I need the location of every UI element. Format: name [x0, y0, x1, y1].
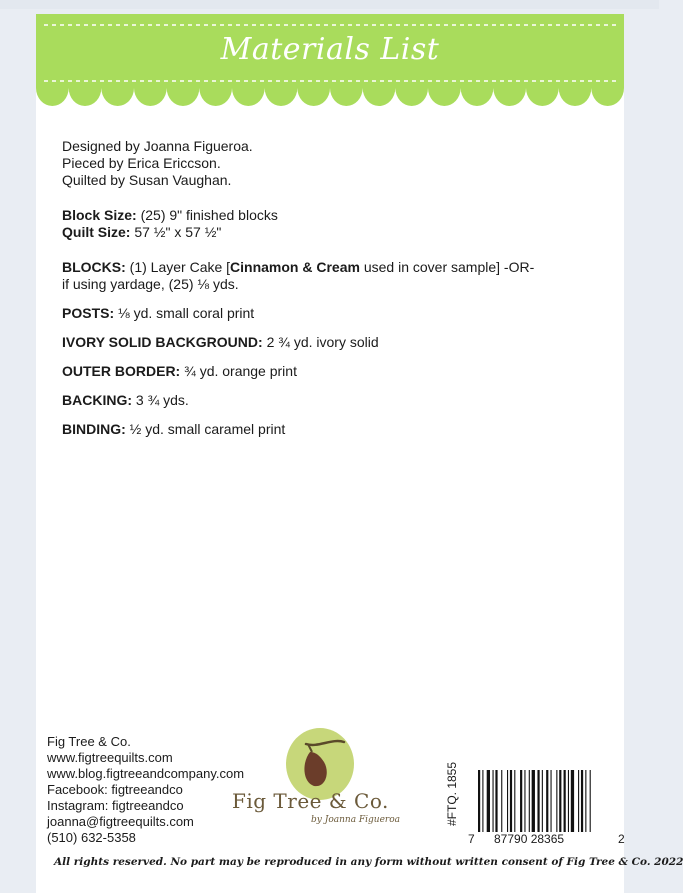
brand-name: Fig Tree & Co. — [232, 789, 389, 813]
contact-blog-link[interactable]: www.blog.figtreeandcompany.com — [47, 766, 245, 781]
binding-value: ½ yd. small caramel print — [125, 421, 286, 437]
contact-facebook: Facebook: figtreeandco — [47, 782, 183, 797]
contact-phone: (510) 632-5358 — [47, 830, 136, 845]
outer-border-value: ¾ yd. orange print — [180, 363, 297, 379]
product-sku: #FTQ. 1855 — [445, 761, 459, 826]
backing-label: BACKING: — [62, 392, 132, 408]
quilt-size-label: Quilt Size: — [62, 224, 131, 240]
barcode-digit-right: 2 — [618, 832, 625, 846]
materials-banner — [36, 14, 624, 122]
ivory-label: IVORY SOLID BACKGROUND: — [62, 334, 263, 350]
banner-title: Materials List — [220, 32, 440, 67]
pattern-back-page — [36, 14, 683, 893]
scalloped-banner-graphic — [36, 14, 624, 122]
ivory-value: 2 ¾ yd. ivory solid — [262, 334, 379, 350]
materials-content — [62, 138, 602, 438]
binding-label: BINDING: — [62, 421, 126, 437]
browser-top-strip — [0, 0, 659, 9]
block-size-label: Block Size: — [62, 207, 137, 223]
brand-byline: by Joanna Figueroa — [311, 815, 401, 825]
contact-instagram: Instagram: figtreeandco — [47, 798, 184, 813]
posts-label: POSTS: — [62, 305, 115, 321]
outer-border-line — [62, 363, 602, 380]
backing-value: 3 ¾ yds. — [132, 392, 189, 408]
blocks-text-2: used in cover sample] -OR- — [359, 259, 535, 275]
contact-block — [47, 734, 244, 846]
barcode-digits: 87790 28365 — [494, 832, 565, 846]
blocks-line — [62, 259, 602, 276]
block-size-value: (25) 9" finished blocks — [136, 207, 278, 223]
blocks-text-1: (1) Layer Cake [ — [125, 259, 231, 275]
credit-quilted: Quilted by Susan Vaughan. — [62, 172, 232, 188]
credit-designed: Designed by Joanna Figueroa. — [62, 138, 253, 154]
contact-company: Fig Tree & Co. — [47, 734, 131, 749]
quilt-size-value: 57 ½" x 57 ½" — [130, 224, 222, 240]
blocks-yardage-line: if using yardage, (25) ⅛ yds. — [62, 276, 239, 292]
quilt-size-line — [62, 224, 602, 241]
posts-line — [62, 305, 602, 322]
block-size-line — [62, 207, 602, 224]
blocks-label: BLOCKS: — [62, 259, 126, 275]
contact-website-link[interactable]: www.figtreequilts.com — [47, 750, 173, 765]
binding-line — [62, 421, 602, 438]
credit-pieced: Pieced by Erica Ericcson. — [62, 155, 221, 171]
posts-value: ⅛ yd. small coral print — [114, 305, 255, 321]
barcode-digit-left: 7 — [468, 832, 475, 846]
outer-border-label: OUTER BORDER: — [62, 363, 181, 379]
copyright-notice: All rights reserved. No part may be reproduced in any form without written consent of Fig Tree & Co. 2022 — [54, 856, 683, 868]
backing-line — [62, 392, 602, 409]
blocks-fabric-name: Cinnamon & Cream — [230, 259, 360, 275]
contact-email-link[interactable]: joanna@figtreequilts.com — [47, 814, 194, 829]
ivory-line — [62, 334, 602, 351]
